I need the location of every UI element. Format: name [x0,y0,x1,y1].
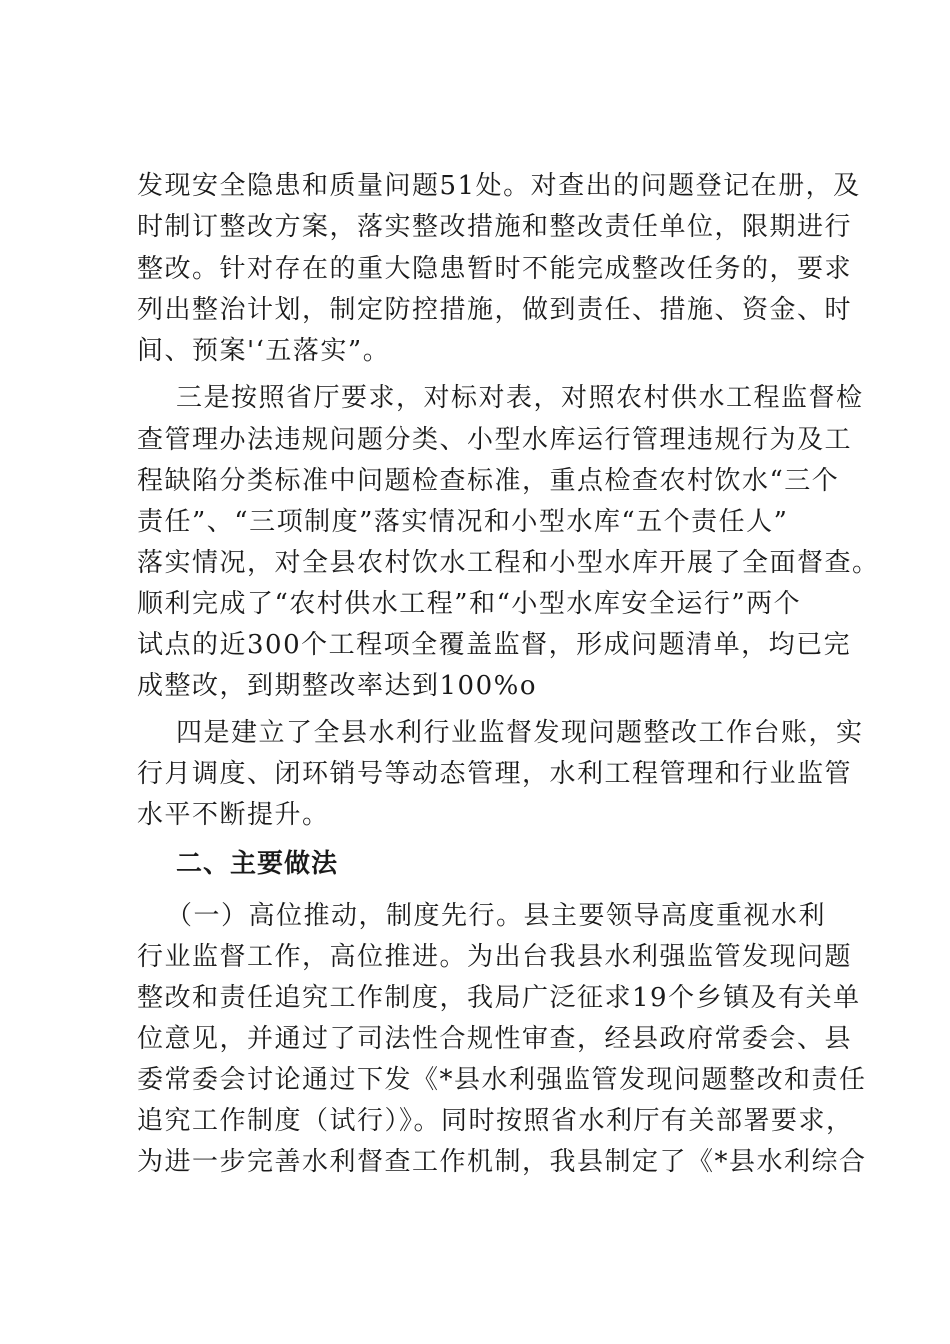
body-line: 试点的近300个工程项全覆盖监督，形成问题清单，均已完 [137,630,852,660]
body-line: 水平不断提升。 [137,800,330,830]
body-line: 为进一步完善水利督查工作机制，我县制定了《*县水利综合 [137,1147,867,1177]
body-line: 成整改，到期整改率达到100%o [137,671,537,701]
body-line: 间、预案'‘五落实”。 [137,336,391,366]
body-line: 时制订整改方案，落实整改措施和整改责任单位，限期进行 [137,212,853,242]
body-line: 查管理办法违规问题分类、小型水库运行管理违规行为及工 [137,425,853,455]
body-line: 委常委会讨论通过下发《*县水利强监管发现问题整改和责任 [137,1065,867,1095]
body-line: 整改和责任追究工作制度，我局广泛征求19个乡镇及有关单 [137,983,861,1013]
body-line: 整改。针对存在的重大隐患暂时不能完成整改任务的，要求 [137,254,853,284]
body-line: 发现安全隐患和质量问题51处。对查出的问题登记在册，及 [137,171,861,201]
body-line: 位意见，并通过了司法性合规性审查，经县政府常委会、县 [137,1024,853,1054]
body-line: 责任”、“三项制度”落实情况和小型水库“五个责任人” [137,507,789,537]
body-line: 行月调度、闭环销号等动态管理，水利工程管理和行业监管 [137,759,853,789]
body-line: 行业监督工作，高位推进。为出台我县水利强监管发现问题 [137,942,853,972]
body-line: 顺利完成了“农村供水工程”和“小型水库安全运行”两个 [137,589,802,619]
body-line: 追究工作制度（试行）》。同时按照省水利厅有关部署要求， [137,1106,854,1136]
paragraph-first-line: （一）高位推动，制度先行。县主要领导高度重视水利 [166,901,827,931]
body-line: 程缺陷分类标准中问题检查标准，重点检查农村饮水“三个 [137,466,840,496]
body-line: 落实情况，对全县农村饮水工程和小型水库开展了全面督查。 [137,548,880,578]
section-heading: 二、主要做法 [176,849,339,879]
body-line: 列出整治计划，制定防控措施，做到责任、措施、资金、时 [137,295,853,325]
paragraph-first-line: 三是按照省厅要求，对标对表，对照农村供水工程监督检 [176,383,864,413]
paragraph-first-line: 四是建立了全县水利行业监督发现问题整改工作台账，实 [176,718,864,748]
